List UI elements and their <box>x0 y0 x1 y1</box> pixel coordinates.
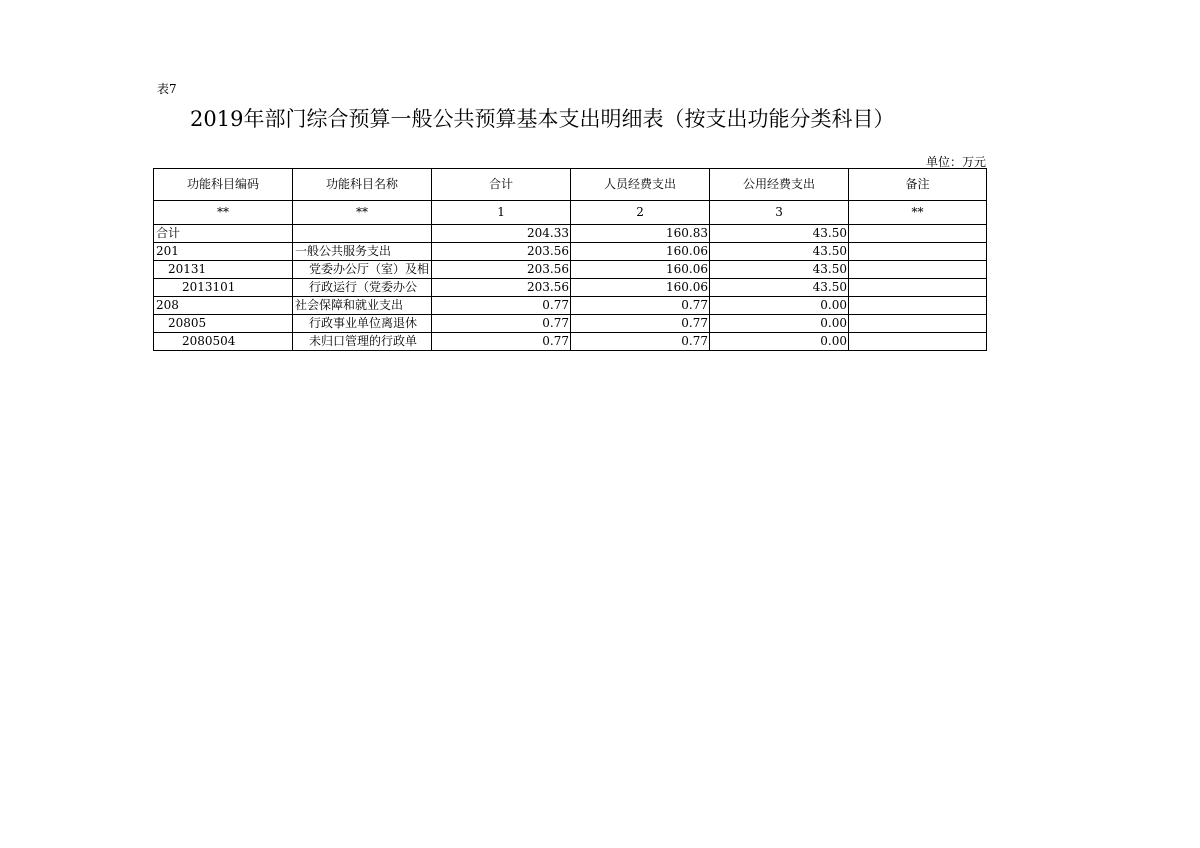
index-cell: ** <box>849 201 987 225</box>
total-cell: 203.56 <box>432 243 571 261</box>
public-cell: 0.00 <box>710 333 849 351</box>
total-cell: 0.77 <box>432 297 571 315</box>
name-cell: 一般公共服务支出 <box>293 243 432 261</box>
header-public: 公用经费支出 <box>710 169 849 201</box>
name-cell: 社会保障和就业支出 <box>293 297 432 315</box>
note-cell <box>849 243 987 261</box>
total-cell: 203.56 <box>432 279 571 297</box>
note-cell <box>849 297 987 315</box>
unit-label: 单位：万元 <box>925 155 986 169</box>
code-cell: 2080504 <box>154 333 293 351</box>
header-name: 功能科目名称 <box>293 169 432 201</box>
note-cell <box>849 279 987 297</box>
table-row <box>154 333 987 351</box>
public-cell: 43.50 <box>710 243 849 261</box>
code-cell: 208 <box>154 297 293 315</box>
page-title: 2019年部门综合预算一般公共预算基本支出明细表（按支出功能分类科目） <box>190 107 895 131</box>
name-cell: 行政运行（党委办公 <box>293 279 432 297</box>
header-total: 合计 <box>432 169 571 201</box>
code-cell: 合计 <box>154 225 293 243</box>
personnel-cell: 160.06 <box>571 279 710 297</box>
header-personnel: 人员经费支出 <box>571 169 710 201</box>
note-cell <box>849 225 987 243</box>
total-cell: 204.33 <box>432 225 571 243</box>
code-cell: 20131 <box>154 261 293 279</box>
name-cell: 党委办公厅（室）及相 <box>293 261 432 279</box>
index-cell: 3 <box>710 201 849 225</box>
personnel-cell: 160.06 <box>571 261 710 279</box>
total-cell: 0.77 <box>432 333 571 351</box>
personnel-cell: 0.77 <box>571 297 710 315</box>
header-note: 备注 <box>849 169 987 201</box>
total-cell: 203.56 <box>432 261 571 279</box>
code-cell: 2013101 <box>154 279 293 297</box>
name-cell: 行政事业单位离退休 <box>293 315 432 333</box>
note-cell <box>849 315 987 333</box>
public-cell: 0.00 <box>710 315 849 333</box>
index-row <box>154 201 987 225</box>
note-cell <box>849 261 987 279</box>
personnel-cell: 160.06 <box>571 243 710 261</box>
personnel-cell: 0.77 <box>571 315 710 333</box>
index-cell: ** <box>293 201 432 225</box>
code-cell: 201 <box>154 243 293 261</box>
index-cell: 1 <box>432 201 571 225</box>
code-cell: 20805 <box>154 315 293 333</box>
table-row <box>154 279 987 297</box>
sheet-label: 表7 <box>157 82 177 96</box>
public-cell: 43.50 <box>710 279 849 297</box>
name-cell: 未归口管理的行政单 <box>293 333 432 351</box>
note-cell <box>849 333 987 351</box>
personnel-cell: 0.77 <box>571 333 710 351</box>
public-cell: 0.00 <box>710 297 849 315</box>
header-code: 功能科目编码 <box>154 169 293 201</box>
index-cell: 2 <box>571 201 710 225</box>
table-row <box>154 297 987 315</box>
public-cell: 43.50 <box>710 225 849 243</box>
name-cell <box>293 225 432 243</box>
table-row <box>154 315 987 333</box>
index-cell: ** <box>154 201 293 225</box>
total-cell: 0.77 <box>432 315 571 333</box>
header-row <box>154 169 987 201</box>
table-row <box>154 225 987 243</box>
personnel-cell: 160.83 <box>571 225 710 243</box>
expenditure-table <box>153 168 987 351</box>
table-row <box>154 261 987 279</box>
public-cell: 43.50 <box>710 261 849 279</box>
table-row <box>154 243 987 261</box>
